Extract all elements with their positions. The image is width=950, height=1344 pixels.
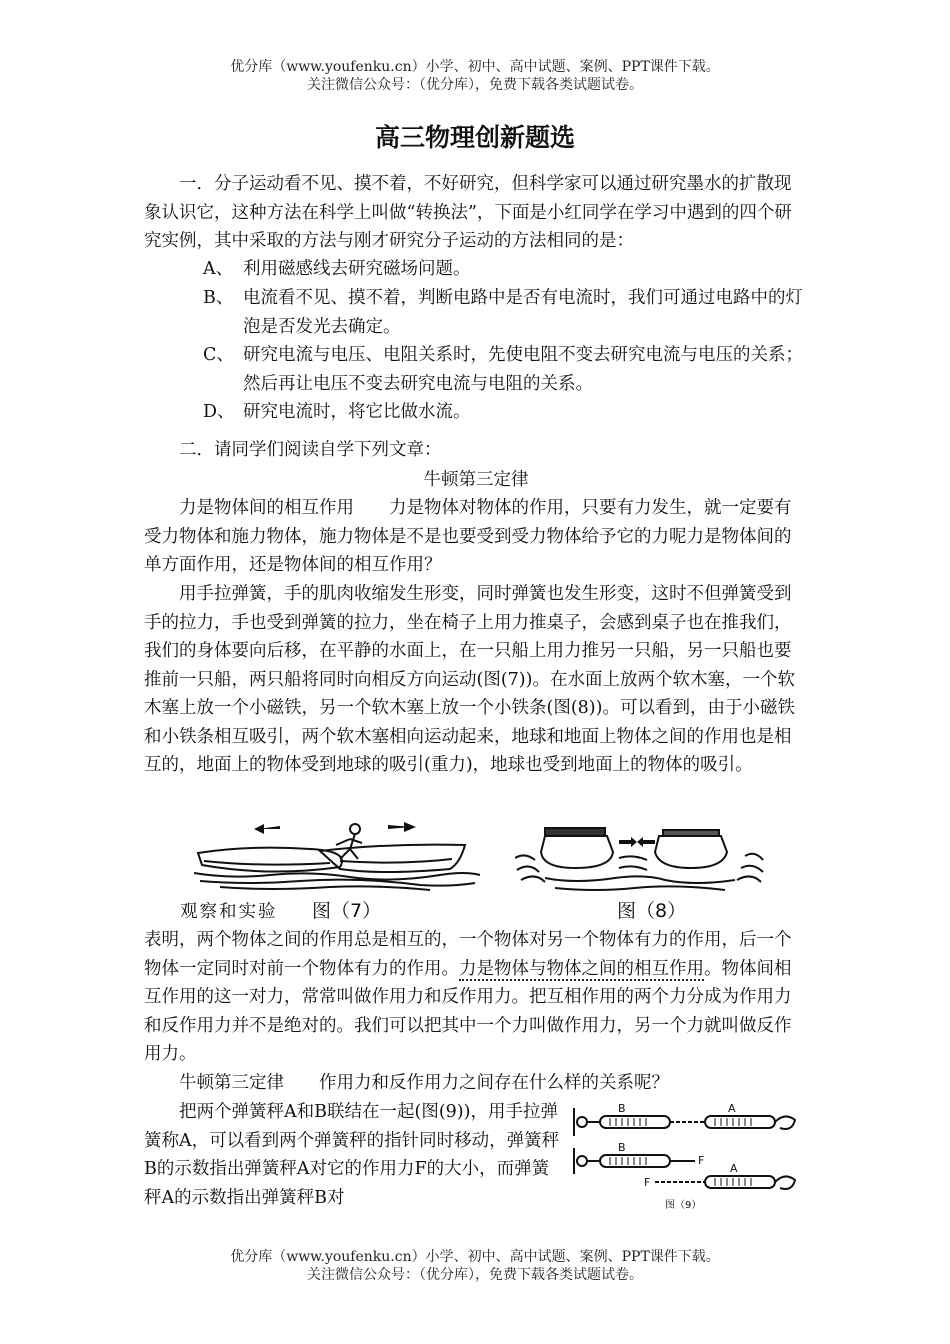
footer-line-2: 关注微信公众号：（优分库），免费下载各类试题试卷。	[307, 1267, 643, 1283]
header-line-1: 优分库（www.youfenku.cn）小学、初中、高中试题、案例、PPT课件下载。	[230, 59, 720, 75]
question-1-stem: 一．分子运动看不见、摸不着，不好研究，但科学家可以通过研究墨水的扩散现象认识它，这种方法在科学上叫做“转换法”，下面是小红同学在学习中遇到的四个研究实例，其中采取的方法与刚才研究分子运动的方法相同的是：	[144, 174, 792, 251]
option-c	[203, 341, 808, 398]
fig9-label-f-right: F	[698, 1154, 705, 1167]
option-b-label: B、	[203, 288, 234, 308]
observe-label: 观察和实验	[180, 902, 278, 922]
figure-8-corks	[515, 818, 765, 896]
fig9-label-b-bottom: B	[618, 1141, 626, 1154]
option-b	[203, 284, 808, 341]
question-2-stem: 二．请同学们阅读自学下列文章：	[179, 440, 442, 460]
figure-8-caption: 图（8）	[617, 900, 687, 922]
paragraph-3-part-1: 表明，两个物体之间的作用总是相互的，一个物体对另一个物体有力的作用，后一个物体一定同时对前一个物体有力的作用。	[144, 930, 792, 979]
footer-line-1: 优分库（www.youfenku.cn）小学、初中、高中试题、案例、PPT课件下载。	[230, 1249, 720, 1265]
option-d-label: D、	[203, 402, 235, 422]
option-b-text: 电流看不见、摸不着，判断电路中是否有电流时，我们可通过电路中的灯泡是否发光去确定。	[243, 288, 803, 337]
option-a	[203, 255, 808, 284]
figure-9-spring-scales	[570, 1100, 800, 1215]
option-d-text: 研究电流时，将它比做水流。	[243, 402, 471, 422]
article-paragraph-2: 用手拉弹簧，手的肌肉收缩发生形变，同时弹簧也发生形变，这时不但弹簧受到手的拉力，手也受到弹簧的拉力，坐在椅子上用力推桌子，会感到桌子也在推我们，我们的身体要向后移，在平静的水面上，在一只船上用力推另一只船，另一只船也要推前一只船，两只船将同时向相反方向运动(图(7))。在水面上放两个软木塞，一个软木塞上放一个小磁铁，另一个软木塞上放一个小铁条(图(8))。可以看到，由于小磁铁和小铁条相互吸引，两个软木塞相向运动起来，地球和地面上物体之间的作用也是相互的，地面上的物体受到地球的吸引(重力)，地球也受到地面上的物体的吸引。	[144, 584, 795, 775]
option-d	[203, 398, 808, 427]
page-header	[0, 58, 950, 94]
article-paragraph-4: 牛顿第三定律 作用力和反作用力之间存在什么样的关系呢？	[179, 1073, 669, 1093]
option-c-label: C、	[203, 345, 234, 365]
option-a-text: 利用磁感线去研究磁场问题。	[243, 259, 471, 279]
figure-7-caption: 图（7）	[312, 900, 382, 922]
paragraph-3-part-2: 。物体间相互作用的这一对力，常常叫做作用力和反作用力。把互相作用的两个力分成为作用力和反作用力并不是绝对的。我们可以把其中一个力叫做作用力，另一个力就叫做反作用力。	[144, 958, 792, 1064]
fig9-label-a-top: A	[728, 1102, 736, 1115]
fig9-label-b-top: B	[618, 1102, 626, 1115]
option-a-label: A、	[203, 259, 234, 279]
article-paragraph-5: 把两个弹簧秤A和B联结在一起(图(9))，用手拉弹簧称A，可以看到两个弹簧秤的指针同时移动，弹簧秤B的示数指出弹簧秤A对它的作用力F的大小，而弹簧秤A的示数指出弹簧秤B对	[144, 1102, 560, 1208]
figure-7-boats	[190, 815, 485, 893]
option-c-text: 研究电流与电压、电阻关系时，先使电阻不变去研究电流与电压的关系；然后再让电压不变去研究电流与电阻的关系。	[243, 345, 803, 394]
fig9-label-f-left: F	[644, 1176, 651, 1189]
article-paragraph-1: 力是物体间的相互作用 力是物体对物体的作用，只要有力发生，就一定要有受力物体和施力物体，施力物体是不是也要受到受力物体给予它的力呢力是物体间的单方面作用，还是物体间的相互作用？	[144, 498, 792, 575]
page-title: 高三物理创新题选	[374, 123, 575, 152]
fig9-label-a-bottom: A	[730, 1162, 738, 1175]
article-paragraph-3	[144, 926, 808, 1069]
figure-9-caption: 图（9）	[665, 1200, 702, 1211]
emphasized-statement: 力是物体与物体之间的相互作用	[459, 958, 704, 979]
page-footer	[0, 1248, 950, 1284]
article-title: 牛顿第三定律	[423, 470, 529, 490]
header-line-2: 关注微信公众号：（优分库），免费下载各类试题试卷。	[307, 77, 643, 93]
